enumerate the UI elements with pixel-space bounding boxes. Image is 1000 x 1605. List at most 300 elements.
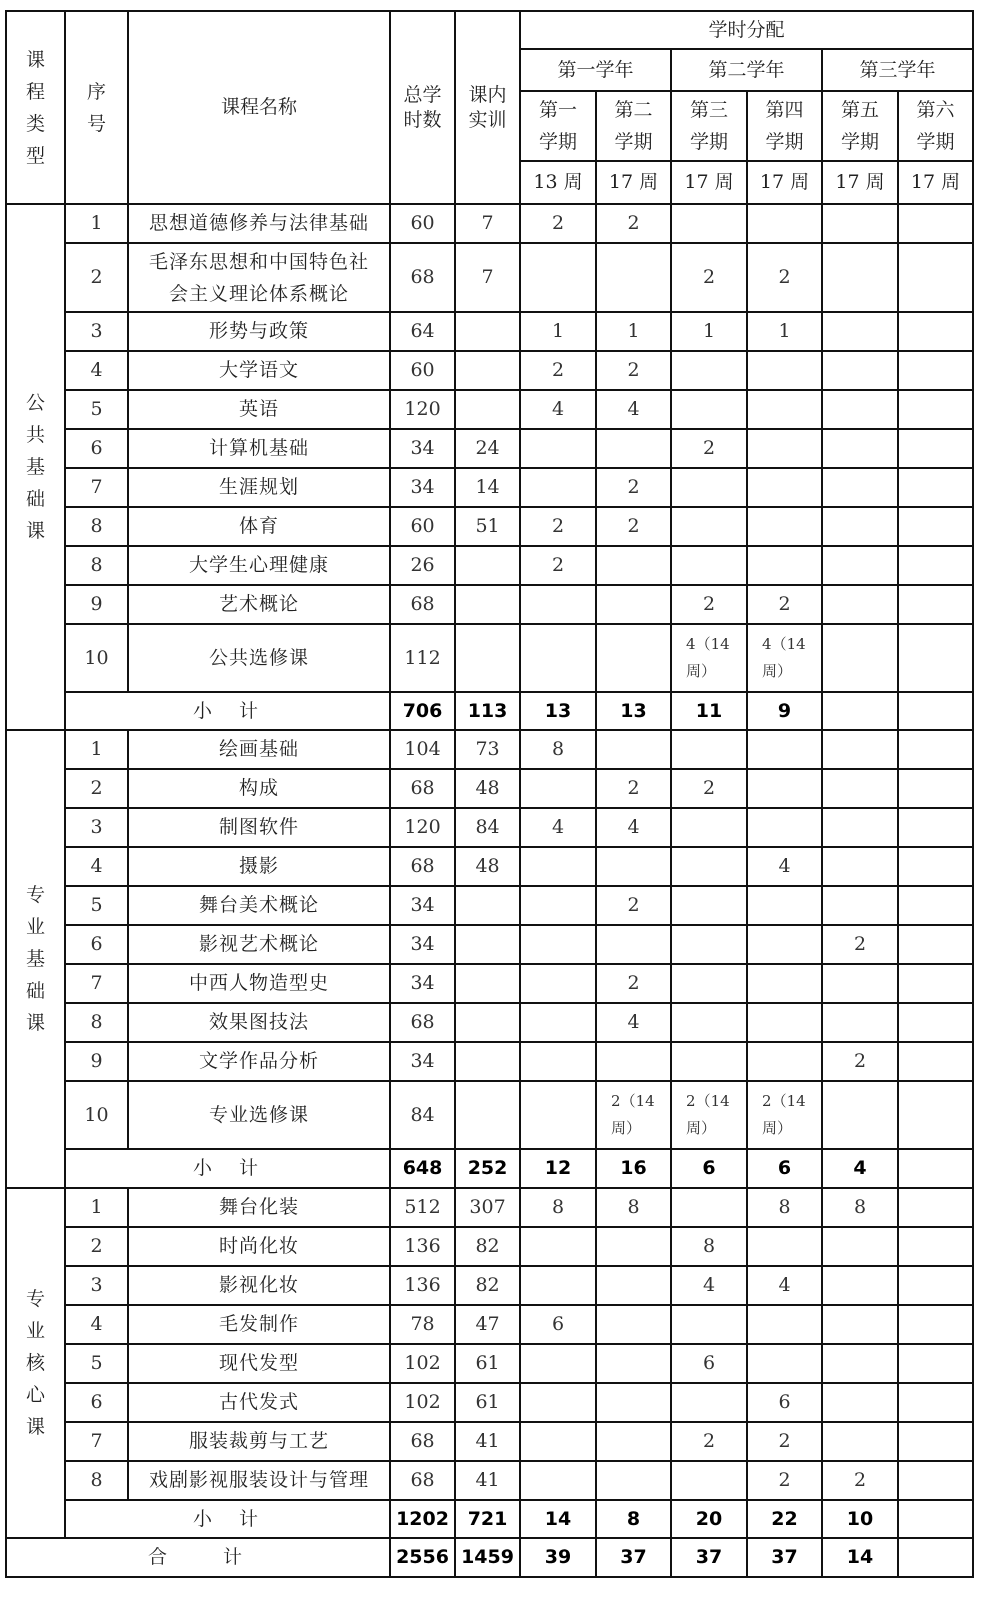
term-6-cell xyxy=(898,204,973,243)
term-2-cell xyxy=(596,925,671,964)
course-type-cell xyxy=(6,204,65,730)
table-row xyxy=(6,1461,973,1500)
course-type-char: 专 xyxy=(26,884,46,906)
header-weeks-2: 17 周 xyxy=(596,161,671,204)
practice-cell: 307 xyxy=(455,1188,520,1227)
header-row-1 xyxy=(6,11,973,49)
term-2-cell: 2 xyxy=(596,204,671,243)
term-6-cell xyxy=(898,964,973,1003)
practice-cell xyxy=(455,1081,520,1149)
table-row xyxy=(6,1305,973,1344)
header-total-hours-line2: 时数 xyxy=(403,108,442,131)
term-2-cell xyxy=(596,1042,671,1081)
term-5-cell xyxy=(822,1003,898,1042)
subtotal-term-3: 6 xyxy=(671,1149,747,1188)
header-term-1 xyxy=(520,91,596,161)
term-5-cell xyxy=(822,1344,898,1383)
course-name-cell: 大学语文 xyxy=(128,351,390,390)
seq-cell: 3 xyxy=(65,312,128,351)
seq-cell: 8 xyxy=(65,546,128,585)
term-3-cell: 4 xyxy=(671,1266,747,1305)
seq-cell: 7 xyxy=(65,1422,128,1461)
table-row xyxy=(6,1383,973,1422)
term-5-cell: 2 xyxy=(822,1461,898,1500)
header-weeks-1: 13 周 xyxy=(520,161,596,204)
term-4-cell: 2 xyxy=(747,585,822,624)
term-2-cell xyxy=(596,429,671,468)
term-4-cell: 2 xyxy=(747,1461,822,1500)
term-4-cell xyxy=(747,1042,822,1081)
course-name-cell: 思想道德修养与法律基础 xyxy=(128,204,390,243)
course-name-cell: 英语 xyxy=(128,390,390,429)
course-name-cell: 现代发型 xyxy=(128,1344,390,1383)
subtotal-practice: 113 xyxy=(455,692,520,730)
header-term-2 xyxy=(596,91,671,161)
term-1-cell: 2 xyxy=(520,507,596,546)
course-name-cell: 大学生心理健康 xyxy=(128,546,390,585)
header-term-4-line2: 学期 xyxy=(765,131,804,153)
header-allocation: 学时分配 xyxy=(520,11,973,49)
term-2-cell xyxy=(596,546,671,585)
subtotal-term-6 xyxy=(898,1149,973,1188)
term-3-cell xyxy=(671,925,747,964)
term-5-cell xyxy=(822,886,898,925)
practice-cell xyxy=(455,546,520,585)
table-row xyxy=(6,730,973,769)
total-hours-cell: 34 xyxy=(390,468,455,507)
term-5-cell xyxy=(822,847,898,886)
header-weeks-4: 17 周 xyxy=(747,161,822,204)
term-6-cell xyxy=(898,730,973,769)
header-term-6-line1: 第六 xyxy=(916,99,955,121)
term-5-cell xyxy=(822,624,898,692)
course-name-cell: 生涯规划 xyxy=(128,468,390,507)
term-5-cell xyxy=(822,1422,898,1461)
total-hours-cell: 102 xyxy=(390,1383,455,1422)
term-3-cell xyxy=(671,351,747,390)
total-hours-cell: 68 xyxy=(390,1461,455,1500)
term-6-cell xyxy=(898,507,973,546)
header-term-5 xyxy=(822,91,898,161)
term-1-cell: 2 xyxy=(520,546,596,585)
header-term-3-line2: 学期 xyxy=(690,131,729,153)
practice-cell xyxy=(455,925,520,964)
total-hours-cell: 68 xyxy=(390,243,455,312)
table-row xyxy=(6,1266,973,1305)
grand-total-label: 合 计 xyxy=(6,1538,390,1577)
practice-cell xyxy=(455,390,520,429)
term-5-cell xyxy=(822,1227,898,1266)
course-type-char: 专 xyxy=(26,1288,46,1310)
term-4-cell: 2 xyxy=(747,243,822,312)
term-4-cell: 4（14周） xyxy=(747,624,822,692)
term-4-cell xyxy=(747,1305,822,1344)
grand-total-term-5: 14 xyxy=(822,1538,898,1577)
seq-cell: 6 xyxy=(65,429,128,468)
grand-total-practice: 1459 xyxy=(455,1538,520,1577)
total-hours-cell: 60 xyxy=(390,351,455,390)
seq-cell: 8 xyxy=(65,1461,128,1500)
table-row xyxy=(6,429,973,468)
term-5-cell xyxy=(822,351,898,390)
subtotal-term-5 xyxy=(822,692,898,730)
term-1-cell: 8 xyxy=(520,730,596,769)
term-6-cell xyxy=(898,1227,973,1266)
term-1-cell xyxy=(520,429,596,468)
term-1-cell xyxy=(520,847,596,886)
seq-cell: 9 xyxy=(65,1042,128,1081)
term-3-cell: 2 xyxy=(671,243,747,312)
subtotal-term-5: 4 xyxy=(822,1149,898,1188)
seq-cell: 10 xyxy=(65,1081,128,1149)
table-row xyxy=(6,204,973,243)
course-name-cell: 中西人物造型史 xyxy=(128,964,390,1003)
header-course-type xyxy=(6,11,65,204)
table-row xyxy=(6,847,973,886)
term-2-cell xyxy=(596,243,671,312)
term-1-cell xyxy=(520,1227,596,1266)
term-5-cell xyxy=(822,243,898,312)
term-6-cell xyxy=(898,1042,973,1081)
table-row xyxy=(6,886,973,925)
header-term-2-line2: 学期 xyxy=(614,131,653,153)
term-1-cell xyxy=(520,886,596,925)
practice-cell xyxy=(455,585,520,624)
table-row xyxy=(6,624,973,692)
subtotal-practice: 721 xyxy=(455,1500,520,1538)
table-row xyxy=(6,546,973,585)
term-6-cell xyxy=(898,546,973,585)
table-row xyxy=(6,243,973,312)
term-2-cell xyxy=(596,624,671,692)
term-6-cell xyxy=(898,429,973,468)
term-6-cell xyxy=(898,1344,973,1383)
table-row xyxy=(6,769,973,808)
term-2-cell xyxy=(596,1266,671,1305)
header-term-3 xyxy=(671,91,747,161)
term-6-cell xyxy=(898,243,973,312)
total-hours-cell: 34 xyxy=(390,886,455,925)
term-1-cell xyxy=(520,1042,596,1081)
term-2-cell xyxy=(596,847,671,886)
header-seq-char: 号 xyxy=(87,112,107,135)
course-name-cell: 艺术概论 xyxy=(128,585,390,624)
term-3-cell: 2 xyxy=(671,429,747,468)
term-4-cell xyxy=(747,429,822,468)
subtotal-total-hours: 706 xyxy=(390,692,455,730)
total-hours-cell: 68 xyxy=(390,585,455,624)
term-5-cell xyxy=(822,507,898,546)
total-hours-cell: 60 xyxy=(390,507,455,546)
term-5-cell xyxy=(822,468,898,507)
term-6-cell xyxy=(898,390,973,429)
practice-cell: 7 xyxy=(455,243,520,312)
total-hours-cell: 64 xyxy=(390,312,455,351)
term-4-cell xyxy=(747,808,822,847)
header-total-hours-line1: 总学 xyxy=(403,83,442,106)
term-1-cell xyxy=(520,925,596,964)
course-name-cell: 舞台美术概论 xyxy=(128,886,390,925)
practice-cell: 41 xyxy=(455,1461,520,1500)
seq-cell: 4 xyxy=(65,1305,128,1344)
header-term-5-line1: 第五 xyxy=(841,99,880,121)
header-course-type-char: 程 xyxy=(26,80,46,103)
practice-cell xyxy=(455,1003,520,1042)
header-term-6-line2: 学期 xyxy=(916,131,955,153)
course-type-cell xyxy=(6,1188,65,1538)
term-1-cell xyxy=(520,1003,596,1042)
term-2-cell xyxy=(596,1383,671,1422)
subtotal-total-hours: 648 xyxy=(390,1149,455,1188)
term-3-cell xyxy=(671,1461,747,1500)
term-6-cell xyxy=(898,886,973,925)
seq-cell: 10 xyxy=(65,624,128,692)
term-4-cell: 4 xyxy=(747,847,822,886)
term-1-cell: 4 xyxy=(520,808,596,847)
course-name-cell: 时尚化妆 xyxy=(128,1227,390,1266)
term-1-cell: 4 xyxy=(520,390,596,429)
course-name-cell: 专业选修课 xyxy=(128,1081,390,1149)
seq-cell: 8 xyxy=(65,507,128,546)
term-6-cell xyxy=(898,769,973,808)
term-3-cell xyxy=(671,808,747,847)
term-3-cell: 2 xyxy=(671,585,747,624)
term-3-cell xyxy=(671,468,747,507)
term-3-cell xyxy=(671,1042,747,1081)
header-weeks-5: 17 周 xyxy=(822,161,898,204)
term-5-cell xyxy=(822,312,898,351)
table-row xyxy=(6,1227,973,1266)
header-weeks-6: 17 周 xyxy=(898,161,973,204)
practice-cell: 48 xyxy=(455,847,520,886)
term-4-cell xyxy=(747,546,822,585)
seq-cell: 6 xyxy=(65,1383,128,1422)
term-2-cell: 4 xyxy=(596,808,671,847)
practice-cell: 47 xyxy=(455,1305,520,1344)
header-course-name: 课程名称 xyxy=(128,11,390,204)
seq-cell: 7 xyxy=(65,468,128,507)
term-3-cell xyxy=(671,730,747,769)
total-hours-cell: 34 xyxy=(390,429,455,468)
term-5-cell xyxy=(822,808,898,847)
course-type-char: 心 xyxy=(26,1384,46,1406)
practice-cell xyxy=(455,1042,520,1081)
table-row xyxy=(6,1003,973,1042)
seq-cell: 5 xyxy=(65,1344,128,1383)
course-name-cell: 体育 xyxy=(128,507,390,546)
term-3-cell: 8 xyxy=(671,1227,747,1266)
term-2-cell xyxy=(596,730,671,769)
course-name-cell: 毛泽东思想和中国特色社会主义理论体系概论 xyxy=(128,243,390,312)
header-year-2: 第二学年 xyxy=(671,49,822,91)
term-6-cell xyxy=(898,1305,973,1344)
term-4-cell: 8 xyxy=(747,1188,822,1227)
term-2-cell xyxy=(596,1422,671,1461)
subtotal-label: 小 计 xyxy=(65,692,390,730)
term-2-cell: 2 xyxy=(596,886,671,925)
term-1-cell: 8 xyxy=(520,1188,596,1227)
grand-total-term-4: 37 xyxy=(747,1538,822,1577)
term-1-cell xyxy=(520,1383,596,1422)
term-2-cell: 8 xyxy=(596,1188,671,1227)
header-term-1-line2: 学期 xyxy=(539,131,578,153)
grand-total-term-3: 37 xyxy=(671,1538,747,1577)
term-5-cell xyxy=(822,429,898,468)
course-type-char: 基 xyxy=(26,456,46,478)
term-6-cell xyxy=(898,808,973,847)
total-hours-cell: 102 xyxy=(390,1344,455,1383)
course-type-char: 课 xyxy=(26,1416,46,1438)
term-3-cell: 1 xyxy=(671,312,747,351)
term-4-cell xyxy=(747,351,822,390)
header-term-6 xyxy=(898,91,973,161)
course-name-cell: 绘画基础 xyxy=(128,730,390,769)
seq-cell: 2 xyxy=(65,1227,128,1266)
subtotal-total-hours: 1202 xyxy=(390,1500,455,1538)
course-name-cell: 毛发制作 xyxy=(128,1305,390,1344)
term-6-cell xyxy=(898,1266,973,1305)
term-5-cell xyxy=(822,1383,898,1422)
term-3-cell: 2（14周） xyxy=(671,1081,747,1149)
table-row xyxy=(6,351,973,390)
seq-cell: 4 xyxy=(65,351,128,390)
term-2-cell: 2（14周） xyxy=(596,1081,671,1149)
course-type-char: 础 xyxy=(26,980,46,1002)
subtotal-row xyxy=(6,1500,973,1538)
course-name-cell: 影视化妆 xyxy=(128,1266,390,1305)
grand-total-term-1: 39 xyxy=(520,1538,596,1577)
table-row xyxy=(6,507,973,546)
term-1-cell xyxy=(520,1266,596,1305)
term-3-cell xyxy=(671,1188,747,1227)
header-course-type-char: 类 xyxy=(26,112,46,135)
term-4-cell xyxy=(747,964,822,1003)
course-name-cell: 计算机基础 xyxy=(128,429,390,468)
practice-cell: 82 xyxy=(455,1227,520,1266)
subtotal-term-3: 11 xyxy=(671,692,747,730)
term-4-cell xyxy=(747,886,822,925)
header-practice-line1: 课内 xyxy=(468,83,507,106)
term-4-cell xyxy=(747,1227,822,1266)
subtotal-term-2: 16 xyxy=(596,1149,671,1188)
practice-cell: 41 xyxy=(455,1422,520,1461)
term-5-cell xyxy=(822,204,898,243)
term-6-cell xyxy=(898,1422,973,1461)
term-1-cell xyxy=(520,585,596,624)
total-hours-cell: 60 xyxy=(390,204,455,243)
total-hours-cell: 68 xyxy=(390,769,455,808)
term-5-cell xyxy=(822,546,898,585)
table-row xyxy=(6,312,973,351)
subtotal-practice: 252 xyxy=(455,1149,520,1188)
term-2-cell: 4 xyxy=(596,390,671,429)
header-term-2-line1: 第二 xyxy=(614,99,653,121)
course-name-cell: 戏剧影视服装设计与管理 xyxy=(128,1461,390,1500)
seq-cell: 9 xyxy=(65,585,128,624)
total-hours-cell: 34 xyxy=(390,1042,455,1081)
term-1-cell xyxy=(520,1461,596,1500)
term-1-cell xyxy=(520,1422,596,1461)
seq-cell: 5 xyxy=(65,390,128,429)
practice-cell: 14 xyxy=(455,468,520,507)
term-1-cell xyxy=(520,1344,596,1383)
term-2-cell: 2 xyxy=(596,351,671,390)
table-row xyxy=(6,585,973,624)
subtotal-term-1: 13 xyxy=(520,692,596,730)
practice-cell xyxy=(455,624,520,692)
table-row xyxy=(6,1081,973,1149)
term-6-cell xyxy=(898,312,973,351)
table-row xyxy=(6,390,973,429)
total-hours-cell: 104 xyxy=(390,730,455,769)
course-type-cell xyxy=(6,730,65,1188)
header-term-3-line1: 第三 xyxy=(690,99,729,121)
total-hours-cell: 68 xyxy=(390,1003,455,1042)
term-1-cell xyxy=(520,769,596,808)
term-5-cell xyxy=(822,964,898,1003)
table-row xyxy=(6,1344,973,1383)
term-6-cell xyxy=(898,1081,973,1149)
subtotal-row xyxy=(6,692,973,730)
term-5-cell xyxy=(822,1266,898,1305)
term-3-cell: 2 xyxy=(671,769,747,808)
seq-cell: 8 xyxy=(65,1003,128,1042)
header-term-5-line2: 学期 xyxy=(841,131,880,153)
total-hours-cell: 120 xyxy=(390,808,455,847)
term-4-cell: 1 xyxy=(747,312,822,351)
course-name-cell: 影视艺术概论 xyxy=(128,925,390,964)
subtotal-term-4: 6 xyxy=(747,1149,822,1188)
course-type-char: 共 xyxy=(26,424,46,446)
header-practice-line2: 实训 xyxy=(468,108,507,131)
term-4-cell xyxy=(747,925,822,964)
subtotal-term-4: 9 xyxy=(747,692,822,730)
subtotal-term-4: 22 xyxy=(747,1500,822,1538)
table-row xyxy=(6,1188,973,1227)
term-3-cell xyxy=(671,1383,747,1422)
seq-cell: 1 xyxy=(65,204,128,243)
course-name-cell: 公共选修课 xyxy=(128,624,390,692)
practice-cell xyxy=(455,964,520,1003)
subtotal-term-2: 8 xyxy=(596,1500,671,1538)
term-5-cell xyxy=(822,769,898,808)
total-hours-cell: 34 xyxy=(390,964,455,1003)
header-term-4-line1: 第四 xyxy=(765,99,804,121)
course-name-cell: 服装裁剪与工艺 xyxy=(128,1422,390,1461)
term-4-cell xyxy=(747,1003,822,1042)
course-name-cell: 摄影 xyxy=(128,847,390,886)
term-6-cell xyxy=(898,925,973,964)
subtotal-label: 小 计 xyxy=(65,1500,390,1538)
term-4-cell: 6 xyxy=(747,1383,822,1422)
term-3-cell xyxy=(671,390,747,429)
course-type-char: 业 xyxy=(26,916,46,938)
subtotal-row xyxy=(6,1149,973,1188)
seq-cell: 2 xyxy=(65,769,128,808)
practice-cell xyxy=(455,351,520,390)
term-1-cell xyxy=(520,1081,596,1149)
term-1-cell: 2 xyxy=(520,351,596,390)
header-seq-char: 序 xyxy=(87,80,107,103)
table-row xyxy=(6,1042,973,1081)
term-4-cell: 4 xyxy=(747,1266,822,1305)
total-hours-cell: 68 xyxy=(390,1422,455,1461)
term-2-cell xyxy=(596,1305,671,1344)
term-5-cell xyxy=(822,1081,898,1149)
header-term-1-line1: 第一 xyxy=(539,99,578,121)
subtotal-term-1: 12 xyxy=(520,1149,596,1188)
total-hours-cell: 84 xyxy=(390,1081,455,1149)
